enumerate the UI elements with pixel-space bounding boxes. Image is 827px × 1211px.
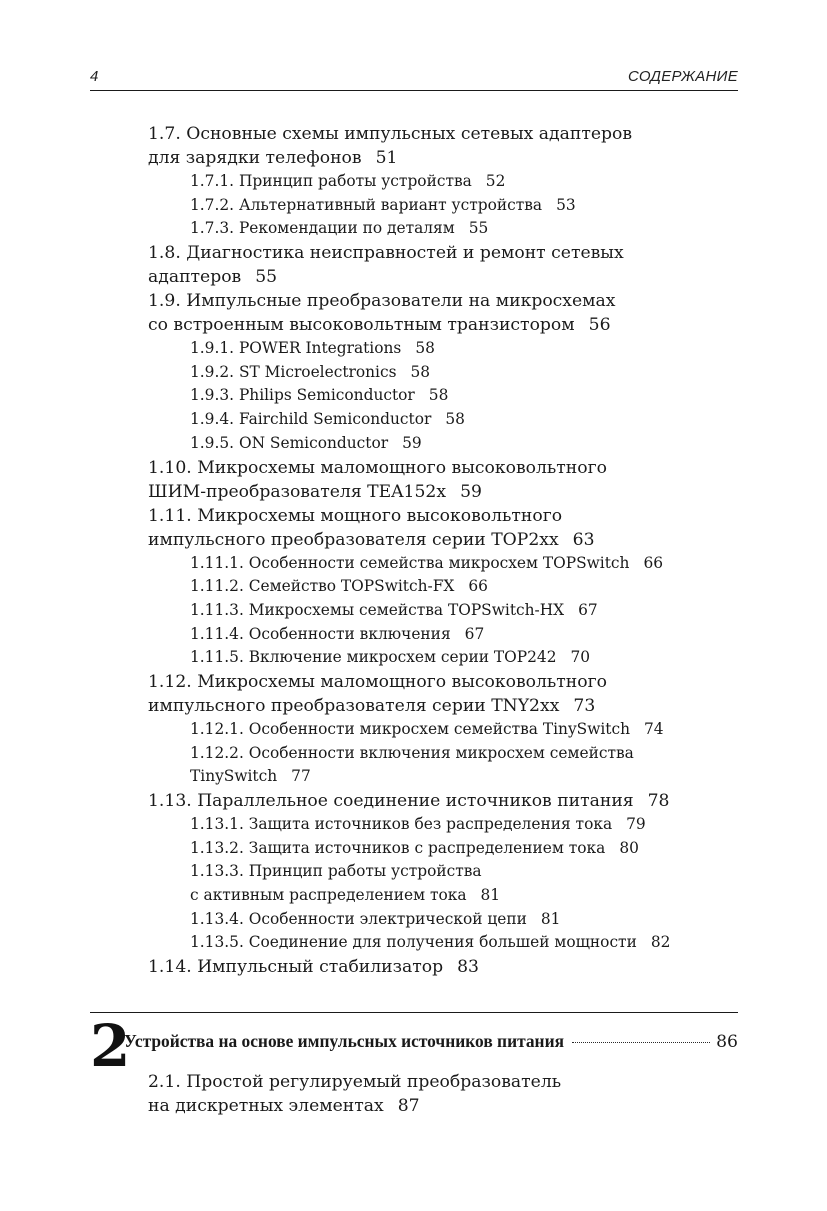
toc-entry-leader-line [148,313,738,337]
toc-page-number: 51 [375,148,398,168]
toc-entry-leader-line [190,432,738,456]
toc-page-number: 81 [480,886,501,905]
toc-entry-leader-line [190,623,738,647]
running-header [90,66,738,91]
toc-entry-title: с активным распределением тока [190,886,467,905]
toc-page-number: 66 [468,577,488,596]
toc-section-entry[interactable] [148,456,738,504]
toc-entry-title: ШИМ-преобразователя TEA152x [148,481,447,502]
toc-entry-leader-line [190,765,738,789]
toc-entry-leader-line [190,552,738,576]
toc-subsection-entry[interactable] [190,860,738,907]
toc-entry-leader-line [190,217,738,241]
toc-page-number: 87 [397,1096,420,1116]
toc-entry-title-line: 1.9. Импульсные преобразователи на микросхемах [148,291,616,312]
toc-entry-leader-line [190,908,738,932]
chapter-page: 86 [716,1032,738,1052]
chapter-title-line [124,1028,738,1055]
toc-entry-title-line: 1.7. Основные схемы импульсных сетевых адаптеров [148,124,633,144]
toc-entry-title: 1.7.2. Альтернативный вариант устройства [190,195,543,214]
toc-entry-leader-line [190,837,738,861]
toc-entry-title: 1.11.2. Семейство TOPSwitch-FX [190,577,455,596]
toc-entry-leader-line [190,384,738,408]
toc-subsection-entry[interactable] [190,552,738,576]
toc-entry-leader-line [190,194,738,218]
toc-entry-title: 1.9.2. ST Microelectronics [190,362,397,381]
toc-subsection-entry[interactable] [190,646,738,670]
chapter-title: Устройства на основе импульсных источников питания [124,1031,564,1051]
toc-page-number: 53 [556,195,576,214]
toc-entry-title: 1.9.3. Philips Semiconductor [190,386,415,405]
toc-page-number: 58 [445,410,465,429]
toc-entry-title: 1.11.4. Особенности включения [190,624,451,643]
toc-subsection-entry[interactable] [190,337,738,361]
toc-entry-title: 1.13.5. Соединение для получения большей мощности [190,933,637,952]
toc-entry-title: 1.13.4. Особенности электрической цепи [190,909,527,928]
toc-subsection-entry[interactable] [190,908,738,932]
toc-entry-title: 1.7.3. Рекомендации по деталям [190,219,455,238]
toc-entry-leader-line [190,931,738,955]
toc-entry-title: адаптеров [148,267,242,288]
toc-entry-leader-line [190,337,738,361]
toc-subsection-entry[interactable] [190,599,738,623]
toc-entry-leader-line [148,146,738,170]
toc-subsection-entry[interactable] [190,813,738,837]
toc-entry-leader-line [190,408,738,432]
toc-entry-title: 1.9.4. Fairchild Semiconductor [190,410,432,429]
toc-subsection-entry[interactable] [190,718,738,742]
toc-subsection-entry[interactable] [190,575,738,599]
toc-page-number: 82 [650,933,671,952]
toc-page-number: 66 [643,553,664,572]
toc-subsection-entry[interactable] [190,170,738,194]
toc-entry-title: 1.13.2. Защита источников с распределением тока [190,838,606,857]
toc-page-number: 55 [255,267,278,288]
toc-section-entry[interactable] [148,289,738,337]
toc-entry-leader-line [148,1094,738,1118]
toc-section-entry[interactable] [148,241,738,289]
toc-entry-leader-line [148,265,738,289]
toc-entry-title-line: 1.13.3. Принцип работы устройства [190,862,482,881]
toc-section-entry[interactable] [148,955,738,979]
toc-entry-title: для зарядки телефонов [148,148,362,168]
toc-section-entry[interactable] [148,789,738,813]
toc-entry-leader-line [190,718,738,742]
toc-page-number: 55 [468,219,489,238]
toc-subsection-entry[interactable] [190,384,738,408]
toc-subsection-entry[interactable] [190,408,738,432]
toc-entry-title: TinySwitch [190,767,278,786]
toc-entry-title: 1.13. Параллельное соединение источников питания [148,791,634,811]
toc-entry-title: 1.13.1. Защита источников без распределения тока [190,815,613,833]
toc-entry-leader-line [148,528,738,552]
toc-subsection-entry[interactable] [190,837,738,861]
toc-page-number: 81 [540,909,561,928]
toc-entry-title: 1.9.5. ON Semiconductor [190,433,389,452]
toc-page-number: 56 [588,315,611,336]
toc-entry-title-line: 1.11. Микросхемы мощного высоковольтного [148,505,563,526]
toc-page-number: 63 [572,529,595,550]
toc-entry-title: 1.11.3. Микросхемы семейства TOPSwitch-HX [190,600,565,619]
toc-section-entry[interactable] [148,670,738,718]
toc-page-number: 74 [644,719,664,738]
toc-page-number: 58 [410,362,431,381]
toc-page-number: 52 [485,172,506,190]
toc-section-entry[interactable] [148,122,738,170]
page-number: 4 [90,68,99,85]
toc-page-number: 67 [464,624,485,643]
toc-entry-leader-line [190,599,738,623]
toc-subsection-entry[interactable] [190,194,738,218]
toc-entry-title-line: 1.12.2. Особенности включения микросхем семейства [190,743,634,762]
toc-entry-leader-line [190,361,738,385]
toc-entry-leader-line [190,170,738,194]
running-header-title: СОДЕРЖАНИЕ [627,68,738,85]
toc-page-number: 59 [402,433,422,452]
toc-page-number: 79 [626,815,646,833]
toc-entry-leader-line [148,694,738,718]
toc-entry-title-line: 2.1. Простой регулируемый преобразователь [148,1072,562,1092]
toc-entry-title: импульсного преобразователя серии TNY2xx [148,695,560,716]
toc-subsection-entry[interactable] [190,217,738,241]
toc-page-number: 80 [619,838,639,857]
toc-entry-leader-line [148,480,738,504]
toc-page-number: 70 [570,648,591,667]
chapter-divider [90,1012,738,1013]
toc-entry-title: на дискретных элементах [148,1096,384,1116]
table-of-contents [0,122,827,979]
toc-page-number: 73 [573,695,596,716]
toc-entry-title-line: 1.12. Микросхемы маломощного высоковольтного [148,671,607,692]
chapter-number: 2 [90,1012,131,1080]
toc-page-number: 58 [415,339,435,358]
toc-entry-title: 1.11.1. Особенности семейства микросхем TOPSwitch [190,553,630,572]
toc-page-number: 67 [578,600,598,619]
toc-entry-leader-line [148,789,738,813]
toc-entry-leader-line [190,884,738,908]
toc-entry-title-line: 1.8. Диагностика неисправностей и ремонт сетевых [148,243,624,264]
toc-page-number: 83 [457,957,479,978]
toc-subsection-entry[interactable] [190,623,738,647]
toc-entry-title: со встроенным высоковольтным транзистором [148,315,575,336]
toc-subsection-entry[interactable] [190,931,738,955]
toc-entry-title: импульсного преобразователя серии TOP2xx [148,529,559,550]
toc-entry-title: 1.11.5. Включение микросхем серии TOP242 [190,648,557,667]
toc-subsection-entry[interactable] [190,742,738,789]
toc-entry-title: 1.14. Импульсный стабилизатор [148,957,444,978]
toc-page-number: 59 [460,481,482,502]
toc-section-entry[interactable] [148,504,738,552]
dot-leader [572,1027,710,1043]
toc-entry-leader-line [190,813,738,837]
toc-section-entry[interactable] [148,1070,738,1118]
toc-entry-title: 1.9.1. POWER Integrations [190,339,402,358]
toc-page-number: 77 [291,767,311,786]
toc-entry-title: 1.7.1. Принцип работы устройства [190,172,472,190]
toc-subsection-entry[interactable] [190,361,738,385]
toc-entry-title: 1.12.1. Особенности микросхем семейства TinySwitch [190,719,631,738]
chapter-2-entries [0,1070,827,1118]
toc-entry-title-line: 1.10. Микросхемы маломощного высоковольтного [148,457,607,478]
toc-entry-leader-line [190,646,738,670]
toc-page-number: 58 [428,386,449,405]
toc-entry-leader-line [190,575,738,599]
toc-subsection-entry[interactable] [190,432,738,456]
toc-entry-leader-line [148,955,738,979]
toc-page-number: 78 [647,791,670,811]
